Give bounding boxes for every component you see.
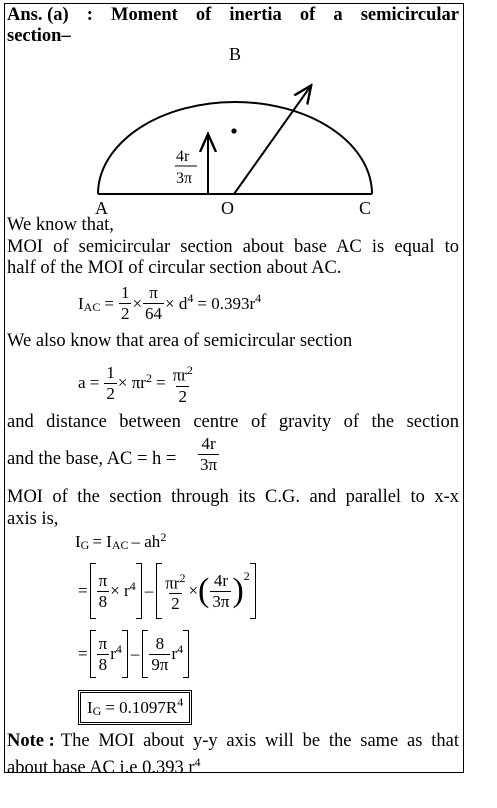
- numerator: π: [98, 570, 108, 590]
- text-line: We also know that area of semicircular section: [7, 331, 353, 351]
- eq-exponent: 4: [177, 695, 184, 709]
- bracket-left: [142, 630, 148, 678]
- result-value: = 0.1097R: [105, 697, 178, 717]
- denominator: 3π: [212, 591, 230, 611]
- denominator: 64: [145, 304, 163, 323]
- text-line: axis is,: [7, 509, 59, 529]
- fraction: [104, 363, 117, 404]
- eq-exponent: 4: [187, 291, 194, 305]
- heading-word: semicircular: [360, 5, 459, 25]
- dim-numerator: 4r: [176, 148, 190, 165]
- denominator: 2: [178, 386, 187, 406]
- text-line: We know that,: [7, 215, 114, 235]
- equation-step-1: [78, 560, 256, 622]
- heading-line-2: section–: [7, 26, 71, 46]
- equation-iac: [78, 283, 261, 324]
- eq-subscript: AC: [83, 300, 101, 314]
- numerator: π: [149, 283, 158, 302]
- eq-exponent: 4: [129, 578, 136, 593]
- equation-ig: [75, 530, 166, 553]
- eq-subscript: G: [92, 704, 102, 718]
- heading-word: inertia: [229, 5, 282, 25]
- denominator: 2: [171, 594, 180, 614]
- eq-term: – ah: [131, 531, 161, 551]
- eq-exponent: 2: [186, 363, 193, 377]
- bracket-right: [122, 630, 128, 678]
- eq-exponent: 4: [115, 641, 122, 656]
- fraction: [149, 634, 170, 675]
- note-text: The MOI about y-y axis will be the same as that: [60, 731, 459, 751]
- bracket-left: [156, 563, 162, 619]
- numerator: 8: [155, 633, 165, 653]
- fraction: [143, 283, 164, 324]
- bracket-right: [136, 563, 142, 619]
- denominator: 3π: [200, 455, 218, 474]
- paren-right: ): [232, 572, 244, 609]
- eq-symbol: I: [78, 293, 84, 313]
- denominator: 2: [120, 304, 130, 323]
- denominator: 2: [106, 383, 115, 403]
- result-box-outer: [78, 690, 192, 725]
- numerator: 4r: [213, 570, 228, 590]
- eq-term: × d: [165, 293, 188, 313]
- eq-exponent: 2: [243, 568, 250, 583]
- fraction: [119, 283, 132, 324]
- eq-exponent: 2: [145, 370, 152, 385]
- eq-term: × r: [110, 581, 130, 600]
- label-c: C: [359, 198, 372, 218]
- eq-subscript: AC: [111, 538, 129, 552]
- eq-minus: –: [144, 581, 154, 600]
- eq-exponent: 2: [179, 570, 186, 585]
- denominator: 9π: [151, 654, 169, 674]
- numerator: 1: [120, 283, 130, 302]
- eq-minus: –: [130, 644, 140, 663]
- eq-result: = 0.393r: [197, 293, 256, 313]
- paren-left: (: [198, 572, 210, 609]
- fraction: [163, 568, 187, 615]
- eq-times: ×: [188, 581, 199, 600]
- label-o: O: [221, 198, 234, 218]
- result-box: [80, 692, 190, 723]
- numerator: [171, 360, 195, 386]
- eq-equals: =: [78, 581, 88, 600]
- answer-label: Ans. (a): [7, 5, 69, 25]
- denominator: 8: [98, 654, 108, 674]
- numerator: 1: [106, 362, 115, 382]
- equation-area: [78, 360, 196, 407]
- eq-symbol: I: [75, 531, 81, 551]
- fraction: [97, 634, 110, 675]
- numerator: π: [98, 633, 108, 653]
- eq-symbol: I: [87, 697, 93, 717]
- fraction: [210, 571, 231, 612]
- eq-equals: =: [104, 293, 114, 313]
- height-fraction: [198, 434, 219, 475]
- fraction: [97, 571, 110, 612]
- eq-exponent: 4: [255, 291, 262, 305]
- text-line: MOI of semicircular section about base AC is equal to: [7, 237, 459, 257]
- eq-term: r: [110, 644, 116, 663]
- heading-word: of: [299, 5, 316, 25]
- heading-colon: :: [86, 5, 93, 25]
- bracket-left: [90, 630, 96, 678]
- eq-exponent: 4: [177, 641, 184, 656]
- eq-term: = I: [92, 531, 112, 551]
- label-b: B: [229, 44, 242, 64]
- note-line-2: [7, 751, 201, 779]
- bracket-left: [90, 563, 96, 619]
- label-a: A: [95, 198, 108, 218]
- equation-step-2: [78, 628, 189, 680]
- numerator: 4r: [201, 434, 216, 453]
- eq-exponent: 2: [160, 530, 167, 544]
- text-line: MOI of the section through its C.G. and parallel to x-x: [7, 487, 459, 507]
- eq-term: a =: [78, 373, 100, 393]
- note-text: about base AC i.e 0.393 r: [7, 758, 195, 779]
- text-line: and distance between centre of gravity of the section: [7, 412, 459, 432]
- eq-times: ×: [132, 293, 143, 313]
- centroid-dot: [231, 128, 236, 133]
- numerator: [163, 568, 187, 594]
- note-label: Note :: [7, 731, 55, 751]
- heading-word: a: [333, 5, 343, 25]
- heading-word: of: [195, 5, 212, 25]
- denominator: 8: [98, 591, 108, 611]
- eq-subscript: G: [80, 538, 90, 552]
- numerator-text: πr: [165, 573, 180, 593]
- dim-denominator: 3π: [176, 170, 193, 187]
- eq-term: r: [171, 644, 178, 663]
- fraction: [171, 360, 195, 407]
- bracket-right: [183, 630, 189, 678]
- eq-term: × πr: [117, 373, 146, 393]
- heading-word: Moment: [111, 5, 178, 25]
- answer-heading: [7, 4, 459, 26]
- note-line-1: [7, 730, 459, 752]
- eq-equals: =: [78, 644, 88, 663]
- semicircle-arc: [98, 102, 372, 194]
- bracket-right: [250, 563, 256, 619]
- semicircle-figure: [0, 40, 497, 220]
- eq-exponent: 4: [194, 755, 201, 769]
- numerator-text: πr: [172, 365, 187, 385]
- eq-equals: =: [155, 373, 166, 393]
- text-line: half of the MOI of circular section about AC.: [7, 258, 342, 278]
- text-line: and the base, AC = h =: [7, 449, 177, 469]
